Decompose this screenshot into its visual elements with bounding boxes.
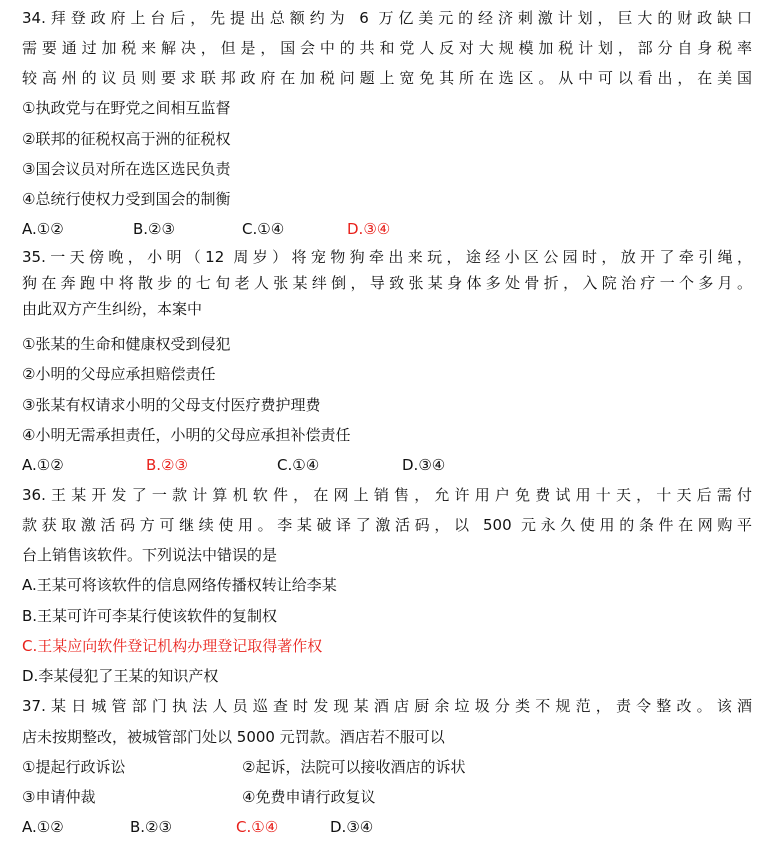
- q34-option-b: B.②③: [133, 220, 175, 238]
- q36-stem-line-2: 款获取激活码方可继续使用。李某破译了激活码，以 500 元永久使用的条件在网购平: [22, 516, 752, 534]
- q34-option-a: A.①②: [22, 220, 64, 238]
- q35-option-b-answer: B.②③: [146, 456, 188, 474]
- q34-option-c: C.①④: [242, 220, 285, 238]
- q34-item-3: ③国会议员对所在选区选民负责: [22, 160, 231, 178]
- q34-stem-line-2: 需要通过加税来解决，但是，国会中的共和党人反对大规模加税计划，部分自身税率: [22, 39, 752, 57]
- q37-item-2: ②起诉，法院可以接收酒店的诉状: [242, 758, 466, 776]
- q37-item-4: ④免费申请行政复议: [242, 788, 376, 806]
- q37-item-3: ③申请仲裁: [22, 788, 96, 806]
- q35-item-4: ④小明无需承担责任，小明的父母应承担补偿责任: [22, 426, 351, 444]
- q34-stem-line-1: 34.拜登政府上台后，先提出总额约为 6 万亿美元的经济刺激计划，巨大的财政缺口: [22, 9, 752, 27]
- q36-option-c-answer: C.王某应向软件登记机构办理登记取得著作权: [22, 637, 323, 655]
- q34-item-2: ②联邦的征税权高于洲的征税权: [22, 130, 231, 148]
- q37-option-a: A.①②: [22, 818, 64, 836]
- q37-stem-line-2: 店未按期整改，被城管部门处以 5000 元罚款。酒店若不服可以: [22, 728, 445, 746]
- q37-stem-line-1: 37.某日城管部门执法人员巡查时发现某酒店厨余垃圾分类不规范，责令整改。该酒: [22, 697, 752, 715]
- q34-stem-line-3: 较高州的议员则要求联邦政府在加税问题上宽免其所在选区。从中可以看出，在美国: [22, 69, 752, 87]
- q37-item-1: ①提起行政诉讼: [22, 758, 126, 776]
- q34-option-d-answer: D.③④: [347, 220, 391, 238]
- q35-stem-line-3: 由此双方产生纠纷，本案中: [22, 300, 203, 318]
- q36-option-a: A.王某可将该软件的信息网络传播权转让给李某: [22, 576, 337, 594]
- q37-option-b: B.②③: [130, 818, 172, 836]
- q35-option-c: C.①④: [277, 456, 320, 474]
- q35-item-2: ②小明的父母应承担赔偿责任: [22, 365, 216, 383]
- q36-option-d: D.李某侵犯了王某的知识产权: [22, 667, 219, 685]
- q35-option-a: A.①②: [22, 456, 64, 474]
- q35-option-d: D.③④: [402, 456, 446, 474]
- q36-stem-line-3: 台上销售该软件。下列说法中错误的是: [22, 546, 278, 564]
- q35-item-3: ③张某有权请求小明的父母支付医疗费护理费: [22, 396, 321, 414]
- q37-option-d: D.③④: [330, 818, 374, 836]
- q35-stem-line-2: 狗在奔跑中将散步的七旬老人张某绊倒，导致张某身体多处骨折，入院治疗一个多月。: [22, 274, 752, 292]
- q36-option-b: B.王某可许可李某行使该软件的复制权: [22, 607, 278, 625]
- q34-item-1: ①执政党与在野党之间相互监督: [22, 99, 231, 117]
- q35-item-1: ①张某的生命和健康权受到侵犯: [22, 335, 231, 353]
- q34-item-4: ④总统行使权力受到国会的制衡: [22, 190, 231, 208]
- q37-option-c-answer: C.①④: [236, 818, 279, 836]
- q36-stem-line-1: 36.王某开发了一款计算机软件，在网上销售，允许用户免费试用十天，十天后需付: [22, 486, 752, 504]
- q35-stem-line-1: 35.一天傍晚，小明（12 周岁）将宠物狗牵出来玩，途经小区公园时，放开了牵引绳，: [22, 248, 752, 266]
